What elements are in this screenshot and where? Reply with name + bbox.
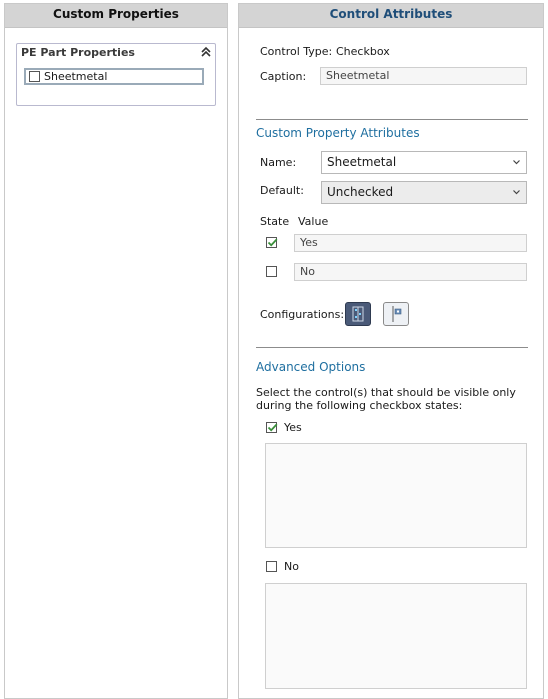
chevron-down-icon (513, 189, 520, 195)
divider (256, 347, 528, 348)
default-label: Default: (260, 184, 304, 197)
custom-property-attributes-title: Custom Property Attributes (256, 126, 420, 140)
advanced-yes-label: Yes (284, 421, 302, 434)
no-controls-list[interactable] (265, 583, 527, 689)
advanced-description: Select the control(s) that should be visible only during the following checkbox states: (256, 386, 516, 412)
all-configurations-icon (346, 303, 370, 325)
caption-field[interactable]: Sheetmetal (320, 67, 527, 85)
sheetmetal-checkbox[interactable] (29, 71, 40, 82)
default-select-value: Unchecked (327, 185, 394, 199)
state-yes-checkbox[interactable] (266, 237, 277, 248)
advanced-no-label: No (284, 560, 299, 573)
configurations-label: Configurations: (260, 308, 345, 321)
advanced-yes-checkbox[interactable] (266, 422, 277, 433)
name-select-value: Sheetmetal (327, 155, 397, 169)
advanced-no-checkbox[interactable] (266, 561, 277, 572)
this-configuration-button[interactable] (383, 302, 409, 326)
pe-part-properties-group (16, 43, 216, 106)
group-title: PE Part Properties (21, 46, 135, 59)
name-select[interactable] (321, 151, 527, 174)
checkmark-icon (266, 236, 279, 249)
state-no-value[interactable]: No (294, 263, 527, 281)
sheetmetal-control-item[interactable] (24, 68, 204, 85)
state-yes-value[interactable]: Yes (294, 234, 527, 252)
control-type-label: Control Type: (260, 45, 333, 58)
control-attributes-header: Control Attributes (239, 4, 543, 28)
value-header: Value (298, 215, 329, 228)
sheetmetal-label: Sheetmetal (44, 70, 108, 83)
custom-properties-header: Custom Properties (5, 4, 227, 28)
all-configurations-button[interactable] (345, 302, 371, 326)
yes-controls-list[interactable] (265, 443, 527, 548)
state-no-checkbox[interactable] (266, 266, 277, 277)
state-header: State (260, 215, 290, 228)
custom-properties-panel (4, 3, 228, 699)
advanced-options-title: Advanced Options (256, 360, 366, 374)
collapse-double-chevron-icon[interactable] (200, 45, 212, 59)
checkmark-icon (266, 421, 279, 434)
name-label: Name: (260, 156, 297, 169)
divider (256, 119, 528, 120)
this-configuration-icon (384, 303, 408, 325)
caption-label: Caption: (260, 70, 307, 83)
chevron-down-icon (513, 159, 520, 165)
default-select[interactable] (321, 181, 527, 204)
control-attributes-panel (238, 3, 544, 699)
control-type-value: Checkbox (336, 45, 390, 58)
